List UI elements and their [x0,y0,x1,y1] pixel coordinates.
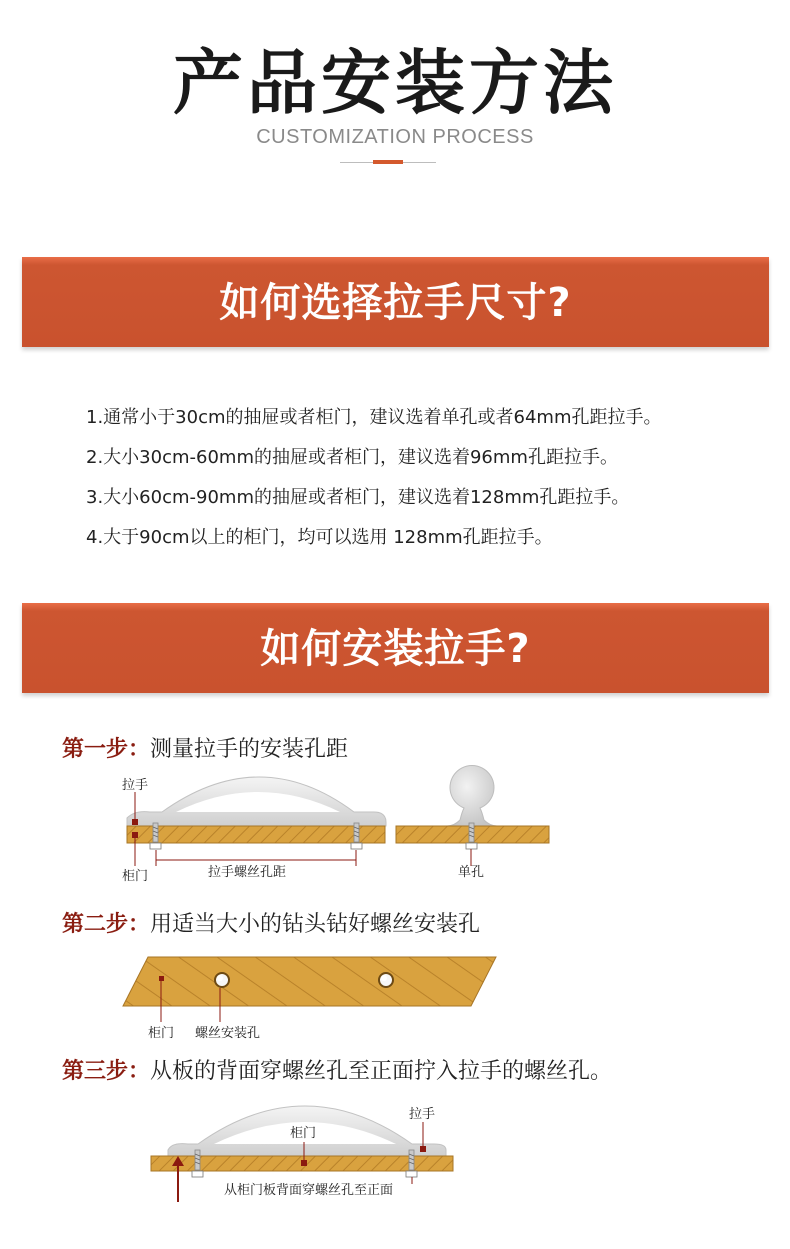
step-2-text: 用适当大小的钻头钻好螺丝安装孔 [150,912,481,937]
step-3-text: 从板的背面穿螺丝孔至正面拧入拉手的螺丝孔。 [150,1059,613,1084]
label-handle-3: 拉手 [409,1107,436,1122]
step-3-label: 第三步： [62,1059,151,1084]
page-subtitle: CUSTOMIZATION PROCESS [256,126,534,148]
size-section-banner: 如何选择拉手尺寸? [22,257,769,347]
step-1-text: 测量拉手的安装孔距 [150,737,349,762]
list-item: 4.大于90cm以上的柜门，均可以选用 128mm孔距拉手。 [86,527,553,548]
label-hole-spacing: 拉手螺丝孔距 [208,865,287,880]
label-through-back: 从柜门板背面穿螺丝孔至正面 [224,1183,394,1198]
knob-shape [447,766,497,826]
step-2-diagram [123,957,496,1041]
door-board-angled [123,957,496,1006]
step-3-diagram [151,1106,453,1202]
label-handle: 拉手 [122,778,149,793]
step-2-label: 第二步： [62,912,151,937]
label-door: 柜门 [122,869,149,884]
install-section-banner: 如何安装拉手? [22,603,769,693]
door-board [127,826,385,843]
list-item: 1.通常小于30cm的抽屉或者柜门，建议选着单孔或者64mm孔距拉手。 [86,407,662,428]
page-title: 产品安装方法 [173,42,617,124]
label-door-2: 柜门 [148,1026,175,1041]
list-item: 2.大小30cm-60mm的抽屉或者柜门，建议选着96mm孔距拉手。 [86,447,618,468]
label-single-hole: 单孔 [458,865,485,880]
step-1-label: 第一步： [62,737,151,762]
step-1-diagram [122,766,549,884]
list-item: 3.大小60cm-90mm的抽屉或者柜门，建议选着128mm孔距拉手。 [86,487,630,508]
label-screw-hole: 螺丝安装孔 [195,1026,261,1041]
label-door-3: 柜门 [290,1126,317,1141]
